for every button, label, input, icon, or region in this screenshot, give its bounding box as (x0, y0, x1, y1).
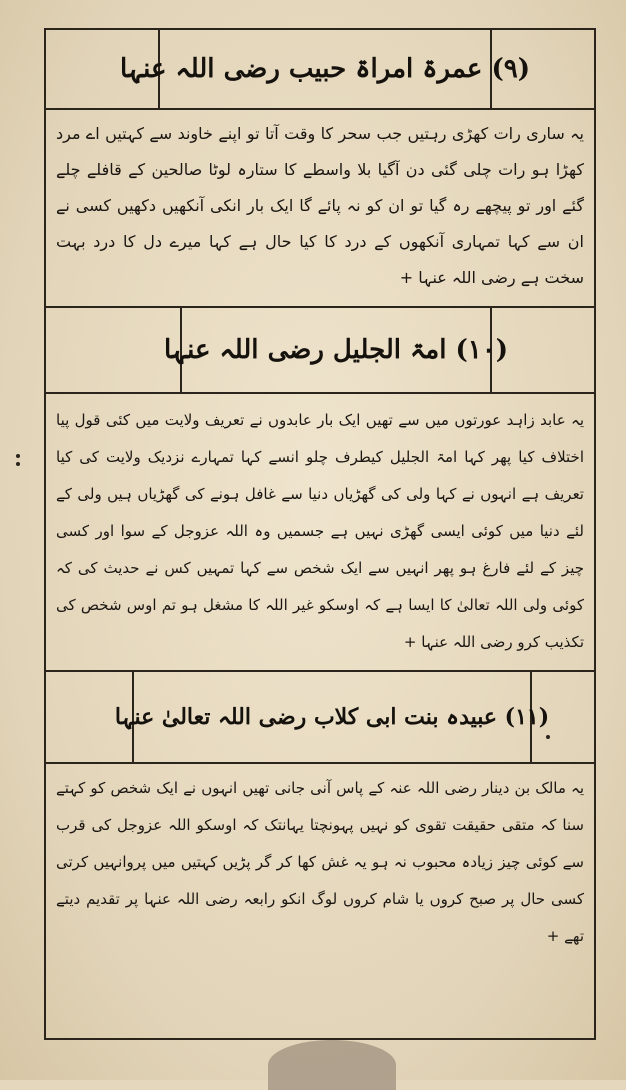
section-title: (۹) عمرۃ امراۃ حبیب رضی اللہ عنہا (119, 54, 531, 84)
section-body (56, 770, 584, 1006)
rule-5 (44, 762, 596, 764)
section-body (56, 402, 584, 666)
rule-1 (44, 108, 596, 110)
section-body (56, 116, 584, 302)
section-text: یہ مالک بن دینار رضی اللہ عنہ کے پاس آنی جانی تھیں انہوں نے ایک شخص کو کہتے سنا کہ متقی حقیقت تقوی کو نہیں پہونچتا یہانتک کہ اوسکو اللہ عزوجل کی قرب سے کوئی چیز زیادہ محبوب نہ ہو یہ غش کھا کر گر پڑیں کہتیں میں پروانہیں کرتی کسی حال پر صبح کروں یا شام کروں لوگ انکو رابعہ رضی اللہ عنہا پر تقدیم دیتے تھے + (56, 779, 584, 945)
rule-3 (44, 392, 596, 394)
margin-dot (16, 462, 20, 466)
section-title: (۱۱) عبیدہ بنت ابی کلاب رضی اللہ تعالیٰ عنہا (114, 704, 550, 730)
section-title-box (119, 30, 531, 108)
section-title: (۱۰) امۃ الجلیل رضی اللہ عنہا (163, 335, 509, 365)
margin-dot (16, 454, 20, 458)
section-title-box (163, 308, 509, 392)
section-text: یہ ساری رات کھڑی رہتیں جب سحر کا وقت آتا تو اپنے خاوند سے کہتیں اے مرد کھڑا ہو رات چلی گئی دن آگیا بلا واسطے کا ستارہ لوٹا صالحین کے قافلے چلے گئے اور تو پیچھے رہ گیا تو ان کو نہ پائے گا ایک بار انکی آنکھیں دکھیں کسی نے ان سے کہا تمہاری آنکھوں کے درد کا کیا حال ہے کہا میرے دل کا درد بہت سخت ہے رضی اللہ عنہا + (56, 124, 584, 287)
section-text: یہ عابد زاہد عورتوں میں سے تھیں ایک بار عابدوں نے تعریف ولایت میں کئی قول پیا اختلاف کیا پھر کہا امۃ الجلیل کیطرف چلو انسے کہا تمہارے نزدیک ولایت کی کیا تعریف ہے انہوں نے کہا ولی کی گھڑیاں دنیا سے غافل ہونے کی گھڑیاں ہیں ولی کے لئے دنیا میں کوئی ایسی گھڑی نہیں ہے جسمیں وہ اللہ عزوجل کے سوا اور کسی چیز کے لئے فارغ ہو پھر انہیں سے ایک شخص سے کہا تمہیں کس نے حدیث کی کہ کوئی ولی اللہ تعالیٰ کا ایسا ہے کہ اوسکو غیر اللہ کا مشغل ہو تم اوس شخص کی تکذیب کرو رضی اللہ عنہا + (56, 411, 584, 651)
thumb-shadow (268, 1040, 396, 1090)
margin-dot (546, 735, 550, 739)
section-title-box (114, 672, 550, 762)
